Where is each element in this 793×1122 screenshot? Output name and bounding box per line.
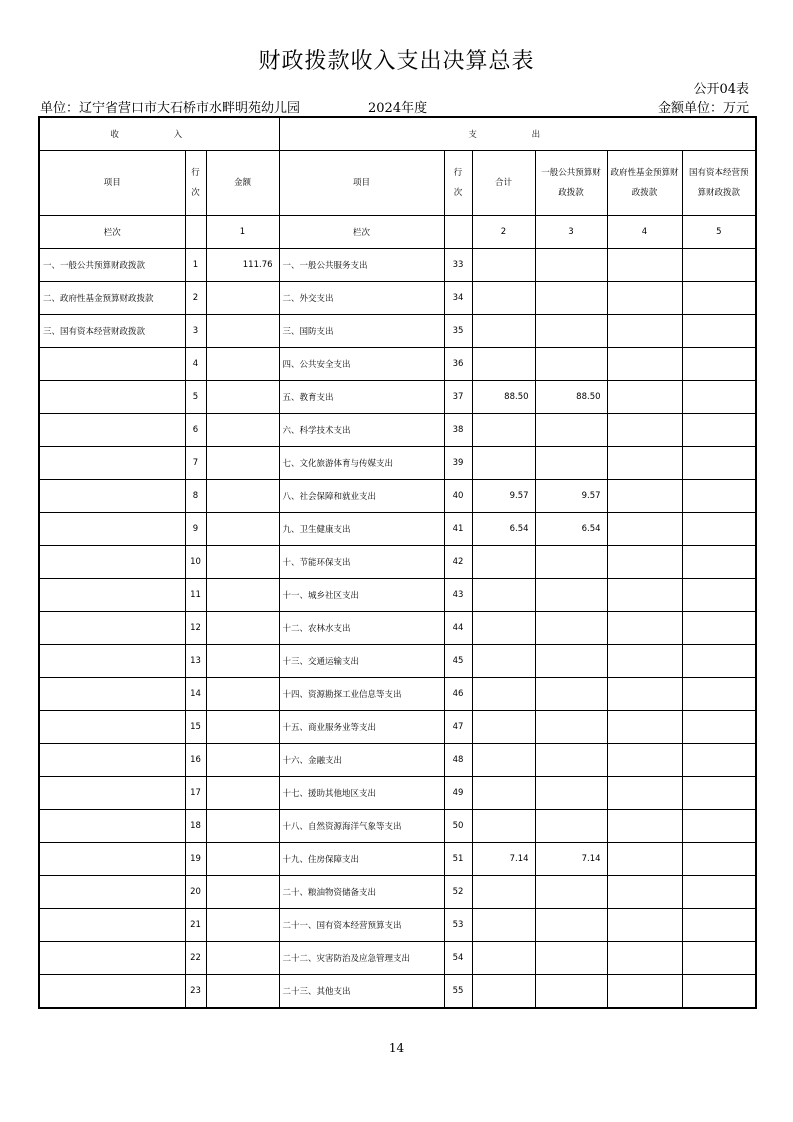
state-capital-amount — [682, 249, 756, 282]
general-budget-amount — [535, 315, 607, 348]
general-budget-amount — [535, 810, 607, 843]
income-item — [39, 414, 185, 447]
gov-fund-amount — [607, 678, 682, 711]
expense-item: 十七、援助其他地区支出 — [279, 777, 444, 810]
total-amount — [472, 579, 535, 612]
income-row-no: 13 — [185, 645, 206, 678]
gov-fund-amount — [607, 942, 682, 975]
income-amount — [206, 282, 279, 315]
expense-rowno-header: 行 次 — [444, 151, 472, 216]
state-capital-amount — [682, 282, 756, 315]
income-row-no: 6 — [185, 414, 206, 447]
expense-row-no: 51 — [444, 843, 472, 876]
table-row — [39, 480, 756, 513]
income-row-no: 17 — [185, 777, 206, 810]
expense-item: 十六、金融支出 — [279, 744, 444, 777]
total-header: 合计 — [472, 151, 535, 216]
income-amount — [206, 975, 279, 1009]
general-budget-amount — [535, 612, 607, 645]
income-item — [39, 381, 185, 414]
header-row-1 — [39, 117, 756, 151]
expense-item: 二十三、其他支出 — [279, 975, 444, 1009]
expense-row-no: 41 — [444, 513, 472, 546]
expense-item: 十二、农林水支出 — [279, 612, 444, 645]
form-code: 公开04表 — [693, 82, 749, 97]
general-budget-amount — [535, 579, 607, 612]
income-row-no: 7 — [185, 447, 206, 480]
income-amount-header: 金额 — [206, 151, 279, 216]
expense-item: 一、一般公共服务支出 — [279, 249, 444, 282]
income-item: 二、政府性基金预算财政拨款 — [39, 282, 185, 315]
expense-item: 二十、粮油物资储备支出 — [279, 876, 444, 909]
column-label-left: 栏次 — [39, 216, 185, 249]
state-capital-amount — [682, 447, 756, 480]
total-amount — [472, 810, 535, 843]
expense-item: 二、外交支出 — [279, 282, 444, 315]
column-no-3: 3 — [535, 216, 607, 249]
general-budget-amount — [535, 711, 607, 744]
total-amount — [472, 645, 535, 678]
general-budget-amount — [535, 777, 607, 810]
column-empty — [185, 216, 206, 249]
income-amount — [206, 348, 279, 381]
gov-fund-amount — [607, 810, 682, 843]
expense-row-no: 39 — [444, 447, 472, 480]
column-no-4: 4 — [607, 216, 682, 249]
total-amount: 88.50 — [472, 381, 535, 414]
income-item — [39, 810, 185, 843]
income-amount — [206, 513, 279, 546]
income-amount — [206, 711, 279, 744]
expense-row-no: 47 — [444, 711, 472, 744]
expense-item: 九、卫生健康支出 — [279, 513, 444, 546]
gov-fund-amount — [607, 282, 682, 315]
expense-row-no: 35 — [444, 315, 472, 348]
total-amount — [472, 249, 535, 282]
income-item — [39, 711, 185, 744]
total-amount — [472, 315, 535, 348]
general-budget-amount — [535, 942, 607, 975]
total-amount: 9.57 — [472, 480, 535, 513]
gov-fund-amount — [607, 711, 682, 744]
table-row — [39, 249, 756, 282]
general-budget-amount: 88.50 — [535, 381, 607, 414]
column-no-5: 5 — [682, 216, 756, 249]
income-amount — [206, 414, 279, 447]
total-amount — [472, 744, 535, 777]
general-budget-amount: 6.54 — [535, 513, 607, 546]
total-amount — [472, 876, 535, 909]
expense-row-no: 49 — [444, 777, 472, 810]
income-row-no: 10 — [185, 546, 206, 579]
expense-row-no: 54 — [444, 942, 472, 975]
income-amount — [206, 810, 279, 843]
gov-fund-amount — [607, 777, 682, 810]
gov-fund-amount — [607, 645, 682, 678]
table-row — [39, 381, 756, 414]
expense-item: 十九、住房保障支出 — [279, 843, 444, 876]
expense-row-no: 37 — [444, 381, 472, 414]
gov-fund-amount — [607, 612, 682, 645]
table-row — [39, 282, 756, 315]
total-amount — [472, 942, 535, 975]
state-capital-amount — [682, 777, 756, 810]
expense-row-no: 33 — [444, 249, 472, 282]
income-amount — [206, 678, 279, 711]
income-item — [39, 678, 185, 711]
expense-item: 三、国防支出 — [279, 315, 444, 348]
income-item — [39, 975, 185, 1009]
income-amount — [206, 942, 279, 975]
expense-item: 二十一、国有资本经营预算支出 — [279, 909, 444, 942]
income-amount — [206, 381, 279, 414]
general-budget-amount: 9.57 — [535, 480, 607, 513]
income-item — [39, 447, 185, 480]
state-capital-amount — [682, 876, 756, 909]
state-capital-amount — [682, 414, 756, 447]
general-budget-amount — [535, 645, 607, 678]
page-number: 14 — [388, 1041, 405, 1055]
expense-item: 十三、交通运输支出 — [279, 645, 444, 678]
table-row — [39, 711, 756, 744]
income-item — [39, 942, 185, 975]
total-amount: 7.14 — [472, 843, 535, 876]
state-capital-amount — [682, 678, 756, 711]
expense-item: 十八、自然资源海洋气象等支出 — [279, 810, 444, 843]
income-item — [39, 909, 185, 942]
table-row — [39, 843, 756, 876]
expense-row-no: 44 — [444, 612, 472, 645]
state-capital-header: 国有资本经营预算财政拨款 — [682, 151, 756, 216]
table-row — [39, 315, 756, 348]
gov-fund-amount — [607, 315, 682, 348]
income-header: 收 入 — [39, 117, 279, 151]
income-item — [39, 777, 185, 810]
general-budget-amount — [535, 414, 607, 447]
income-rowno-header: 行 次 — [185, 151, 206, 216]
gov-fund-amount — [607, 909, 682, 942]
income-amount — [206, 579, 279, 612]
state-capital-amount — [682, 843, 756, 876]
gov-fund-amount — [607, 744, 682, 777]
gov-fund-amount — [607, 513, 682, 546]
total-amount — [472, 414, 535, 447]
state-capital-amount — [682, 579, 756, 612]
expense-item-header: 项目 — [279, 151, 444, 216]
income-amount — [206, 909, 279, 942]
expense-item: 二十二、灾害防治及应急管理支出 — [279, 942, 444, 975]
income-row-no: 5 — [185, 381, 206, 414]
table-row — [39, 678, 756, 711]
expense-row-no: 55 — [444, 975, 472, 1009]
total-amount — [472, 777, 535, 810]
general-budget-amount — [535, 282, 607, 315]
expense-item: 十五、商业服务业等支出 — [279, 711, 444, 744]
general-budget-amount — [535, 546, 607, 579]
expense-item: 六、科学技术支出 — [279, 414, 444, 447]
gov-fund-header: 政府性基金预算财政拨款 — [607, 151, 682, 216]
expense-row-no: 48 — [444, 744, 472, 777]
state-capital-amount — [682, 810, 756, 843]
income-amount — [206, 777, 279, 810]
unit-name: 单位：辽宁省营口市大石桥市水畔明苑幼儿园 — [40, 101, 301, 116]
gov-fund-amount — [607, 381, 682, 414]
expense-item: 十一、城乡社区支出 — [279, 579, 444, 612]
expense-item: 八、社会保障和就业支出 — [279, 480, 444, 513]
total-amount — [472, 612, 535, 645]
expense-row-no: 46 — [444, 678, 472, 711]
general-budget-amount — [535, 447, 607, 480]
table-row — [39, 876, 756, 909]
income-row-no: 2 — [185, 282, 206, 315]
header-row-2 — [39, 151, 756, 216]
expense-row-no: 45 — [444, 645, 472, 678]
table-row — [39, 975, 756, 1009]
income-amount — [206, 612, 279, 645]
income-item: 三、国有资本经营财政拨款 — [39, 315, 185, 348]
total-amount — [472, 678, 535, 711]
income-item — [39, 843, 185, 876]
report-year: 2024年度 — [368, 101, 428, 116]
income-row-no: 21 — [185, 909, 206, 942]
income-item — [39, 348, 185, 381]
general-budget-amount — [535, 744, 607, 777]
income-amount — [206, 315, 279, 348]
column-number-row — [39, 216, 756, 249]
gov-fund-amount — [607, 249, 682, 282]
gov-fund-amount — [607, 480, 682, 513]
state-capital-amount — [682, 744, 756, 777]
state-capital-amount — [682, 975, 756, 1009]
general-budget-amount — [535, 348, 607, 381]
income-row-no: 8 — [185, 480, 206, 513]
column-empty — [444, 216, 472, 249]
budget-table — [38, 116, 757, 1009]
gov-fund-amount — [607, 579, 682, 612]
income-amount — [206, 447, 279, 480]
table-row — [39, 546, 756, 579]
expense-item: 五、教育支出 — [279, 381, 444, 414]
table-row — [39, 777, 756, 810]
income-row-no: 12 — [185, 612, 206, 645]
total-amount — [472, 348, 535, 381]
income-item — [39, 744, 185, 777]
state-capital-amount — [682, 942, 756, 975]
income-item — [39, 513, 185, 546]
general-budget-amount — [535, 909, 607, 942]
column-label-right: 栏次 — [279, 216, 444, 249]
income-row-no: 23 — [185, 975, 206, 1009]
state-capital-amount — [682, 381, 756, 414]
income-row-no: 18 — [185, 810, 206, 843]
expense-row-no: 34 — [444, 282, 472, 315]
income-row-no: 11 — [185, 579, 206, 612]
total-amount — [472, 546, 535, 579]
total-amount — [472, 975, 535, 1009]
table-row — [39, 645, 756, 678]
income-amount — [206, 546, 279, 579]
state-capital-amount — [682, 513, 756, 546]
expense-item: 十四、资源勘探工业信息等支出 — [279, 678, 444, 711]
income-row-no: 19 — [185, 843, 206, 876]
income-row-no: 1 — [185, 249, 206, 282]
income-item — [39, 480, 185, 513]
income-row-no: 20 — [185, 876, 206, 909]
column-no-2: 2 — [472, 216, 535, 249]
income-row-no: 22 — [185, 942, 206, 975]
table-row — [39, 909, 756, 942]
income-amount — [206, 744, 279, 777]
total-amount — [472, 909, 535, 942]
table-row — [39, 348, 756, 381]
state-capital-amount — [682, 315, 756, 348]
table-row — [39, 942, 756, 975]
general-budget-header: 一般公共预算财政拨款 — [535, 151, 607, 216]
state-capital-amount — [682, 480, 756, 513]
expense-item: 十、节能环保支出 — [279, 546, 444, 579]
income-item — [39, 579, 185, 612]
expense-item: 七、文化旅游体育与传媒支出 — [279, 447, 444, 480]
expense-item: 四、公共安全支出 — [279, 348, 444, 381]
general-budget-amount — [535, 249, 607, 282]
general-budget-amount — [535, 975, 607, 1009]
total-amount — [472, 447, 535, 480]
gov-fund-amount — [607, 975, 682, 1009]
column-no-1: 1 — [206, 216, 279, 249]
general-budget-amount — [535, 876, 607, 909]
income-amount — [206, 843, 279, 876]
total-amount — [472, 282, 535, 315]
state-capital-amount — [682, 711, 756, 744]
expense-row-no: 42 — [444, 546, 472, 579]
table-row — [39, 744, 756, 777]
table-row — [39, 612, 756, 645]
gov-fund-amount — [607, 447, 682, 480]
state-capital-amount — [682, 546, 756, 579]
expense-row-no: 50 — [444, 810, 472, 843]
income-row-no: 16 — [185, 744, 206, 777]
income-row-no: 14 — [185, 678, 206, 711]
total-amount: 6.54 — [472, 513, 535, 546]
table-row — [39, 579, 756, 612]
income-amount: 111.76 — [206, 249, 279, 282]
gov-fund-amount — [607, 414, 682, 447]
table-row — [39, 810, 756, 843]
state-capital-amount — [682, 348, 756, 381]
table-row — [39, 447, 756, 480]
money-unit: 金额单位：万元 — [657, 101, 749, 116]
income-row-no: 9 — [185, 513, 206, 546]
page-title: 财政拨款收入支出决算总表 — [258, 49, 535, 74]
income-item — [39, 612, 185, 645]
income-row-no: 3 — [185, 315, 206, 348]
table-row — [39, 513, 756, 546]
income-item — [39, 546, 185, 579]
expense-row-no: 52 — [444, 876, 472, 909]
total-amount — [472, 711, 535, 744]
state-capital-amount — [682, 909, 756, 942]
income-row-no: 4 — [185, 348, 206, 381]
general-budget-amount — [535, 678, 607, 711]
gov-fund-amount — [607, 876, 682, 909]
gov-fund-amount — [607, 843, 682, 876]
expense-row-no: 36 — [444, 348, 472, 381]
income-item — [39, 876, 185, 909]
income-amount — [206, 876, 279, 909]
expense-row-no: 43 — [444, 579, 472, 612]
table-row — [39, 414, 756, 447]
income-item-header: 项目 — [39, 151, 185, 216]
expense-row-no: 53 — [444, 909, 472, 942]
state-capital-amount — [682, 612, 756, 645]
general-budget-amount: 7.14 — [535, 843, 607, 876]
expense-header: 支 出 — [279, 117, 756, 151]
income-item: 一、一般公共预算财政拨款 — [39, 249, 185, 282]
income-row-no: 15 — [185, 711, 206, 744]
expense-row-no: 40 — [444, 480, 472, 513]
gov-fund-amount — [607, 348, 682, 381]
income-amount — [206, 645, 279, 678]
income-item — [39, 645, 185, 678]
state-capital-amount — [682, 645, 756, 678]
income-amount — [206, 480, 279, 513]
expense-row-no: 38 — [444, 414, 472, 447]
gov-fund-amount — [607, 546, 682, 579]
